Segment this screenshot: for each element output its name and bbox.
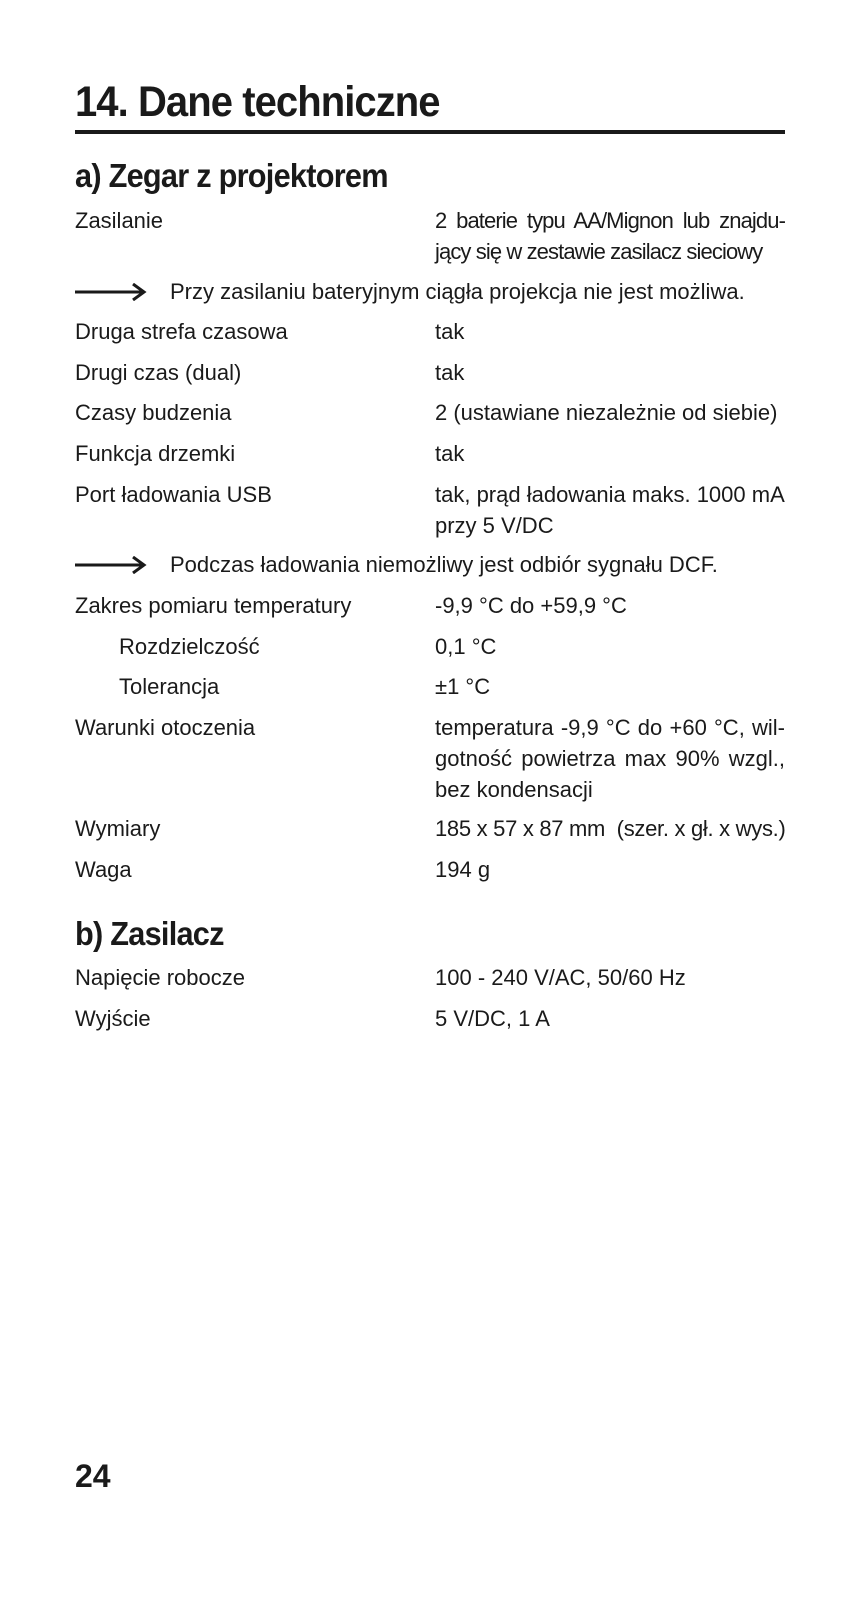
spec-value: 2 baterie typu AA/Mignon lub znajdu-jący się w zestawie zasilacz sieciowy xyxy=(435,208,785,264)
spec-label: Wyjście xyxy=(75,1003,429,1034)
note-text: Przy zasilaniu bateryjnym ciągła projekcja nie jest możliwa. xyxy=(170,279,745,304)
spec-label: Warunki otoczenia xyxy=(75,712,429,743)
spec-value: ±1 °C xyxy=(435,674,491,699)
spec-label: Tolerancja xyxy=(75,671,429,702)
spec-value: 100 - 240 V/AC, 50/60 Hz xyxy=(435,965,686,990)
spec-label: Zakres pomiaru temperatury xyxy=(75,590,429,621)
spec-value: tak xyxy=(435,360,465,385)
spec-value: -9,9 °C do +59,9 °C xyxy=(435,593,627,618)
spec-label: Port ładowania USB xyxy=(75,479,429,510)
spec-value: 0,1 °C xyxy=(435,634,497,659)
spec-value: tak xyxy=(435,319,465,344)
spec-value: tak, prąd ładowania maks. 1000 mA przy 5 V/DC xyxy=(435,482,784,538)
spec-label: Zasilanie xyxy=(75,205,429,236)
arrow-right-icon xyxy=(75,556,147,574)
spec-value: temperatura -9,9 °C do +60 °C, wil-gotność powietrza max 90% wzgl., bez kondensacji xyxy=(435,715,785,802)
page-title: 14. Dane techniczne xyxy=(75,78,440,126)
note-text: Podczas ładowania niemożliwy jest odbiór sygnału DCF. xyxy=(170,552,718,577)
spec-label: Wymiary xyxy=(75,813,429,844)
spec-value: 5 V/DC, 1 A xyxy=(435,1006,550,1031)
spec-value: 2 (ustawiane niezależnie od siebie) xyxy=(435,400,778,425)
spec-value: 185 x 57 x 87 mm (szer. x gł. x wys.) xyxy=(435,816,786,841)
spec-label: Funkcja drzemki xyxy=(75,438,429,469)
spec-label: Drugi czas (dual) xyxy=(75,357,429,388)
page-number: 24 xyxy=(75,1458,111,1494)
section-heading-power-supply: b) Zasilacz xyxy=(75,915,224,952)
spec-label: Napięcie robocze xyxy=(75,962,429,993)
spec-label: Rozdzielczość xyxy=(75,631,429,662)
spec-value: tak xyxy=(435,441,465,466)
spec-label: Druga strefa czasowa xyxy=(75,316,429,347)
spec-label: Waga xyxy=(75,854,429,885)
spec-value: 194 g xyxy=(435,857,491,882)
spec-label: Czasy budzenia xyxy=(75,397,429,428)
title-divider xyxy=(75,130,785,134)
arrow-right-icon xyxy=(75,283,147,301)
section-heading-clock: a) Zegar z projektorem xyxy=(75,157,388,194)
